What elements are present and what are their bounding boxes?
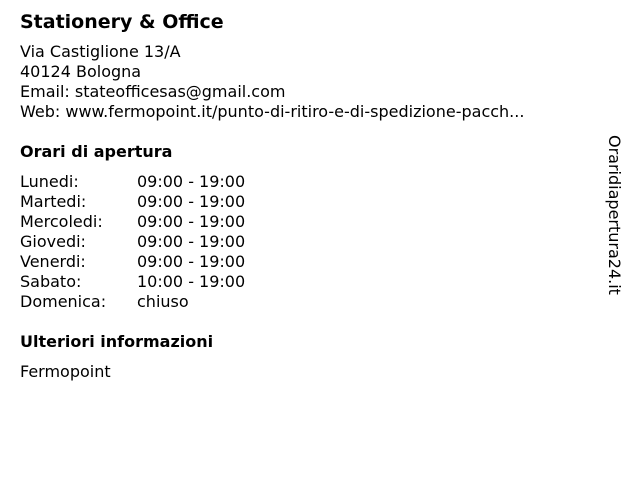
hours-row — [20, 272, 245, 292]
address-city: 40124 Bologna — [20, 62, 142, 81]
info-text: Fermopoint — [20, 362, 111, 381]
hours-row — [20, 172, 245, 192]
web-line[interactable]: Web: www.fermopoint.it/punto-di-ritiro-e-di-spedizione-pacch... — [20, 102, 525, 121]
email-line[interactable]: Email: stateofficesas@gmail.com — [20, 82, 286, 101]
hours-day: Lunedi: — [20, 172, 79, 191]
hours-row — [20, 232, 245, 252]
hours-title: Orari di apertura — [20, 142, 173, 161]
hours-day: Giovedi: — [20, 232, 86, 251]
hours-time: 09:00 - 19:00 — [137, 212, 246, 231]
hours-row — [20, 292, 245, 312]
business-card — [20, 10, 600, 382]
hours-table — [20, 172, 245, 312]
address-street: Via Castiglione 13/A — [20, 42, 181, 61]
hours-row — [20, 252, 245, 272]
hours-row — [20, 192, 245, 212]
hours-day: Domenica: — [20, 292, 107, 311]
info-title: Ulteriori informazioni — [20, 332, 214, 351]
hours-row — [20, 212, 245, 232]
hours-time: 09:00 - 19:00 — [137, 252, 246, 271]
hours-day: Martedi: — [20, 192, 87, 211]
hours-time: 09:00 - 19:00 — [137, 192, 246, 211]
hours-time: 10:00 - 19:00 — [137, 272, 246, 291]
side-brand-text[interactable]: Oraridiapertura24.it — [605, 135, 624, 295]
hours-time: chiuso — [137, 292, 189, 311]
hours-time: 09:00 - 19:00 — [137, 232, 246, 251]
hours-day: Sabato: — [20, 272, 82, 291]
business-name: Stationery & Office — [20, 11, 224, 33]
hours-day: Mercoledi: — [20, 212, 103, 231]
hours-time: 09:00 - 19:00 — [137, 172, 246, 191]
hours-day: Venerdi: — [20, 252, 86, 271]
